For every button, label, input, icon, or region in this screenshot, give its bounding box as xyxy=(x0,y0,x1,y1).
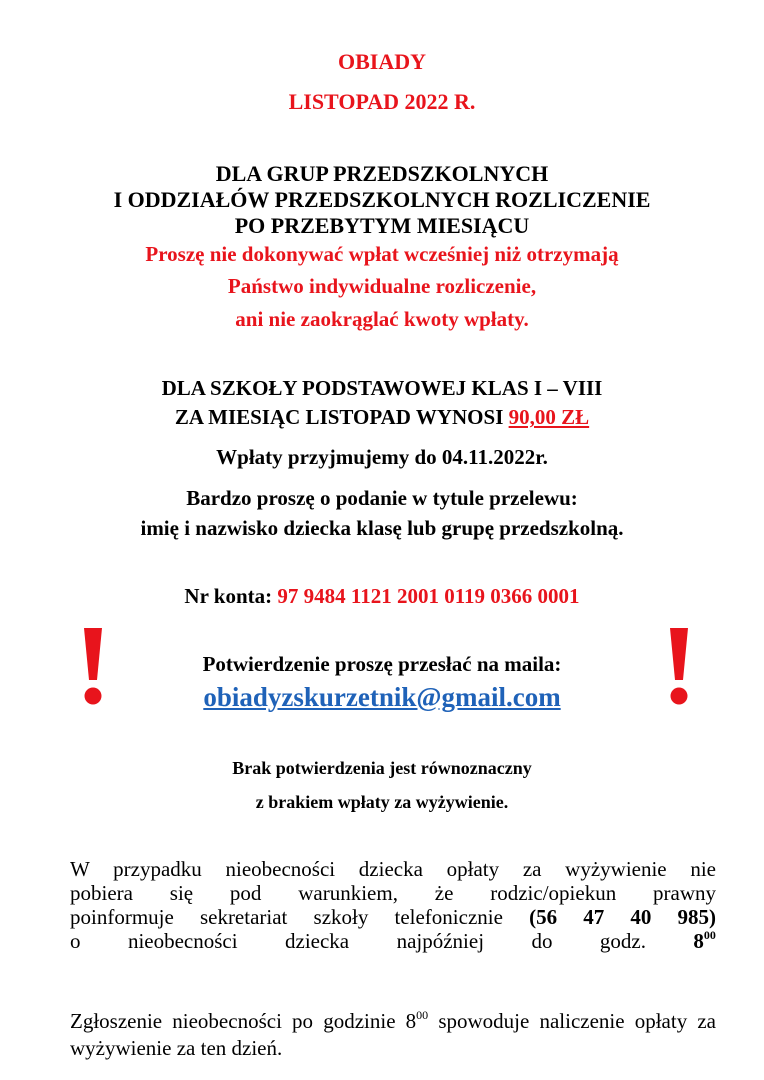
preschool-warning-1: Proszę nie dokonywać wpłat wcześniej niż otrzymają xyxy=(145,242,619,266)
email-link[interactable]: obiadyzskurzetnik@gmail.com xyxy=(203,682,561,712)
deadline-hour-minutes: 00 xyxy=(703,928,716,942)
absence-line-4 xyxy=(70,929,716,953)
confirmation-text: Potwierdzenie proszę przesłać na maila: xyxy=(202,652,562,676)
late-notice-suffix: spowoduje naliczenie opłaty za wyżywienie za ten dzień. xyxy=(70,1009,716,1060)
school-heading-2 xyxy=(0,405,764,430)
confirmation-note-1: Brak potwierdzenia jest równoznaczny xyxy=(232,758,532,778)
absence-line-3 xyxy=(70,905,716,929)
preschool-heading-3: PO PRZEBYTYM MIESIĄCU xyxy=(234,213,530,238)
absence-line-1: W przypadku nieobecności dziecka opłaty za wyżywienie nie xyxy=(70,857,716,881)
preschool-warning-2: Państwo indywidualne rozliczenie, xyxy=(227,274,537,298)
preschool-warning-3: ani nie zaokrąglać kwoty wpłaty. xyxy=(235,307,529,331)
email-line xyxy=(0,681,764,718)
confirmation-note-2: z brakiem wpłaty za wyżywienie. xyxy=(255,792,509,812)
account-label: Nr konta: xyxy=(184,584,278,608)
month-heading: LISTOPAD 2022 R. xyxy=(288,89,476,114)
absence-word: godz. xyxy=(599,929,646,953)
school-heading-1: DLA SZKOŁY PODSTAWOWEJ KLAS I – VIII xyxy=(161,376,603,400)
absence-word: o xyxy=(70,929,81,953)
school-amount-prefix: ZA MIESIĄC LISTOPAD WYNOSI xyxy=(174,405,509,429)
account-number: 97 9484 1121 2001 0119 0366 0001 xyxy=(277,584,580,608)
absence-word: nieobecności xyxy=(127,929,238,953)
absence-word: do xyxy=(531,929,553,953)
absence-line-3-text: poinformuje sekretariat szkoły telefonicznie xyxy=(70,905,530,929)
transfer-request-2: imię i nazwisko dziecka klasę lub grupę przedszkolną. xyxy=(140,516,624,540)
transfer-request-1: Bardzo proszę o podanie w tytule przelewu: xyxy=(186,486,578,510)
deadline-hour xyxy=(693,929,716,953)
late-notice-minutes: 00 xyxy=(416,1008,429,1022)
preschool-heading-1: DLA GRUP PRZEDSZKOLNYCH xyxy=(215,161,549,186)
deadline-hour-value: 8 xyxy=(693,929,704,953)
payment-deadline: Wpłaty przyjmujemy do 04.11.2022r. xyxy=(216,445,548,469)
account-line xyxy=(0,584,764,609)
school-phone: (56 47 40 985) xyxy=(529,905,716,929)
absence-paragraph xyxy=(70,857,716,953)
absence-word: dziecka xyxy=(285,929,350,953)
page-title: OBIADY xyxy=(337,49,426,74)
late-notice-paragraph xyxy=(70,1008,716,1062)
late-notice-prefix: Zgłoszenie nieobecności po godzinie 8 xyxy=(70,1009,417,1033)
absence-word: najpóźniej xyxy=(396,929,485,953)
preschool-heading-2: I ODDZIAŁÓW PRZEDSZKOLNYCH ROZLICZENIE xyxy=(113,187,651,212)
school-amount: 90,00 ZŁ xyxy=(508,405,590,429)
absence-line-2: pobiera się pod warunkiem, że rodzic/opiekun prawny xyxy=(70,881,716,905)
